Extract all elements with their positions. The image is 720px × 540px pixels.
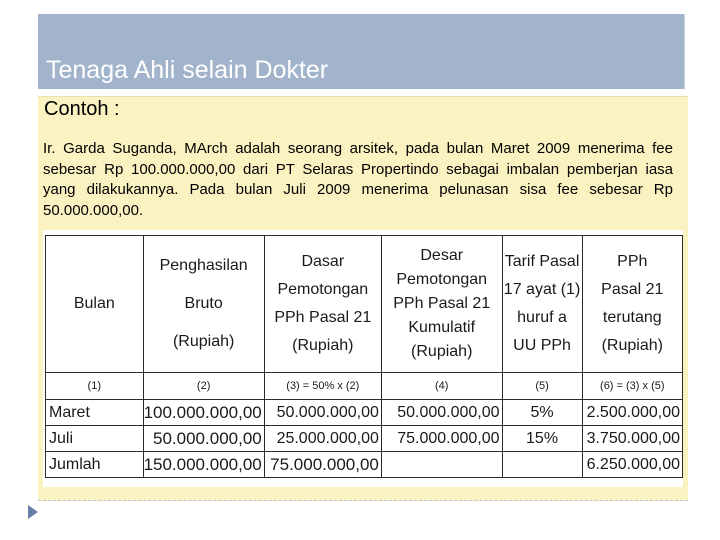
header-line: Pemotongan [277,281,369,298]
header-line: PPh [617,253,648,270]
header-line: UU PPh [513,337,571,354]
header-line: Bulan [73,295,115,312]
table-cell [381,452,502,478]
content-box [38,96,688,501]
tax-table [45,235,683,478]
table-cell: 150.000.000,00 [143,452,264,478]
index-cell: (2) [143,373,264,400]
table-cell: 100.000.000,00 [143,400,264,426]
table-cell: 3.750.000,00 [582,426,682,452]
index-cell: (5) [502,373,582,400]
table-cell: 5% [502,400,582,426]
header-line: PPh Pasal 21 [393,295,491,312]
table-cell: 50.000.000,00 [381,400,502,426]
table-cell: 25.000.000,00 [264,426,381,452]
table-image-area [43,230,683,487]
table-cell: 75.000.000,00 [381,426,502,452]
header-line: Pasal 21 [601,281,664,298]
example-paragraph: Ir. Garda Suganda, MArch adalah seorang arsitek, pada bulan Maret 2009 menerima fee sebesar Rp 100.000.000,00 dari PT Selaras Propertindo sebagai imbalan pemberjan iasa yang dilakukannya. Pada bulan Juli 2009 menerima pelunasan sisa fee sebesar Rp 50.000.000,00. [43,140,673,219]
table-index-row [46,373,683,400]
header-line: Kumulatif [408,319,476,336]
table-row [46,426,683,452]
slide-title: Tenaga Ahli selain Dokter [46,56,329,84]
index-cell: (3) = 50% x (2) [264,373,381,400]
table-cell [502,452,582,478]
footer-divider [38,500,688,501]
header-line: (Rupiah) [411,343,473,360]
header-line: Tarif Pasal [504,253,580,270]
header-line: 17 ayat (1) [503,281,581,298]
header-line: Dasar [301,253,345,270]
header-pph-terutang [582,236,682,373]
header-tarif-pasal [502,236,582,373]
table-cell: 50.000.000,00 [264,400,381,426]
header-line: (Rupiah) [172,333,235,350]
triangle-bullet-icon [28,505,38,519]
table-row [46,400,683,426]
header-line: Desar [420,247,464,264]
header-line: Pemotongan [396,271,488,288]
index-cell: (1) [46,373,144,400]
table-cell: Juli [46,426,144,452]
header-bulan [46,236,144,373]
example-heading: Contoh : [44,98,120,120]
slide-title-bar [38,14,685,89]
table-cell: 75.000.000,00 [264,452,381,478]
header-line: huruf a [517,309,567,326]
header-line: terutang [602,309,662,326]
index-cell: (6) = (3) x (5) [582,373,682,400]
header-dasar-kumulatif [381,236,502,373]
table-cell: 6.250.000,00 [582,452,682,478]
header-line: Bruto [184,295,223,312]
header-dasar-pemotongan [264,236,381,373]
header-line: PPh Pasal 21 [274,309,372,326]
header-line: (Rupiah) [601,337,663,354]
table-row [46,452,683,478]
table-cell: 2.500.000,00 [582,400,682,426]
header-line: Penghasilan [159,257,248,274]
table-cell: Maret [46,400,144,426]
header-line: (Rupiah) [292,337,354,354]
table-cell: Jumlah [46,452,144,478]
table-header-row [46,236,683,373]
header-penghasilan-bruto [143,236,264,373]
index-cell: (4) [381,373,502,400]
table-cell: 15% [502,426,582,452]
table-cell: 50.000.000,00 [143,426,264,452]
